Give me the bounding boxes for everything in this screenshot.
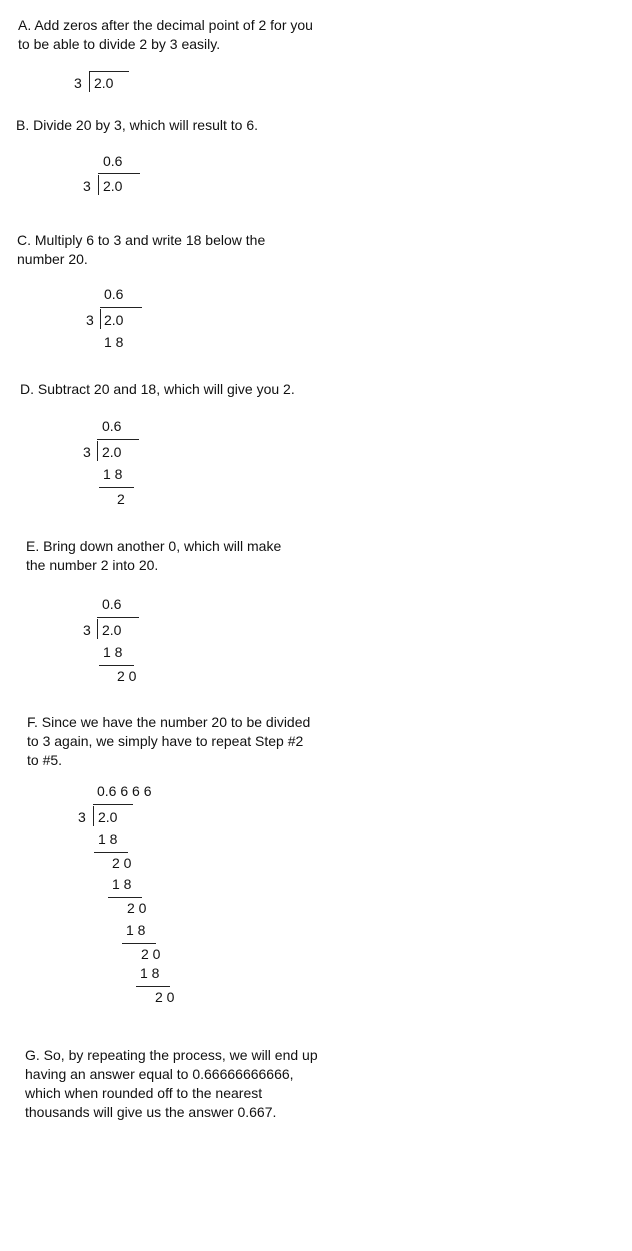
quotient: 0.6 <box>102 596 122 612</box>
quotient: 0.6 <box>102 418 122 434</box>
dividend: 2.0 <box>102 622 122 638</box>
product: 1 8 <box>103 644 123 660</box>
division-bracket <box>89 72 90 92</box>
subtraction-line <box>99 665 134 666</box>
subtraction-line <box>136 986 170 987</box>
subtraction-line <box>94 852 128 853</box>
step-e-text: E. Bring down another 0, which will make the number 2 into 20. <box>26 538 282 573</box>
vinculum-line <box>100 307 142 308</box>
product-row: 1 8 <box>112 876 132 892</box>
dividend: 2.0 <box>94 75 114 91</box>
divisor: 3 <box>83 178 91 194</box>
step-a-text: A. Add zeros after the decimal point of 2 for you to be able to divide 2 by 3 easily. <box>18 17 313 52</box>
quotient: 0.6 <box>103 153 123 169</box>
step-c-text: C. Multiply 6 to 3 and write 18 below the number 20. <box>17 232 266 267</box>
step-d-text: D. Subtract 20 and 18, which will give you 2. <box>20 381 295 397</box>
dividend: 2.0 <box>102 444 122 460</box>
step-g-text: G. So, by repeating the process, we will end up having an answer equal to 0.66666666666, which when rounded off to the nearest thousands will give us the answer 0.667. <box>25 1047 318 1120</box>
product: 1 8 <box>104 334 124 350</box>
quotient: 0.6 6 6 6 <box>97 783 152 799</box>
divisor: 3 <box>83 622 91 638</box>
product: 1 8 <box>103 466 123 482</box>
vinculum-line <box>93 804 133 805</box>
divisor: 3 <box>74 75 82 91</box>
subtraction-line <box>108 897 142 898</box>
dividend: 2.0 <box>103 178 123 194</box>
remainder-row: 2 0 <box>127 900 147 916</box>
product-row: 1 8 <box>126 922 146 938</box>
vinculum-line <box>97 439 139 440</box>
product-row: 1 8 <box>140 965 160 981</box>
remainder-row: 2 0 <box>112 855 132 871</box>
vinculum-line <box>89 71 129 72</box>
division-bracket <box>98 175 99 195</box>
dividend: 2.0 <box>104 312 124 328</box>
division-bracket <box>100 309 101 329</box>
division-bracket <box>97 619 98 639</box>
divisor: 3 <box>78 809 86 825</box>
remainder: 2 <box>117 491 125 507</box>
product-row: 1 8 <box>98 831 118 847</box>
quotient: 0.6 <box>104 286 124 302</box>
division-bracket <box>93 806 94 826</box>
vinculum-line <box>97 617 139 618</box>
vinculum-line <box>98 173 140 174</box>
brought-down-number: 2 0 <box>117 668 137 684</box>
step-b-text: B. Divide 20 by 3, which will result to 6. <box>16 117 258 133</box>
subtraction-line <box>122 943 156 944</box>
divisor: 3 <box>86 312 94 328</box>
divisor: 3 <box>83 444 91 460</box>
step-f-text: F. Since we have the number 20 to be divided to 3 again, we simply have to repeat Step #2 to #5. <box>27 714 311 768</box>
division-bracket <box>97 441 98 461</box>
subtraction-line <box>99 487 134 488</box>
remainder-row: 2 0 <box>155 989 175 1005</box>
dividend: 2.0 <box>98 809 118 825</box>
remainder-row: 2 0 <box>141 946 161 962</box>
